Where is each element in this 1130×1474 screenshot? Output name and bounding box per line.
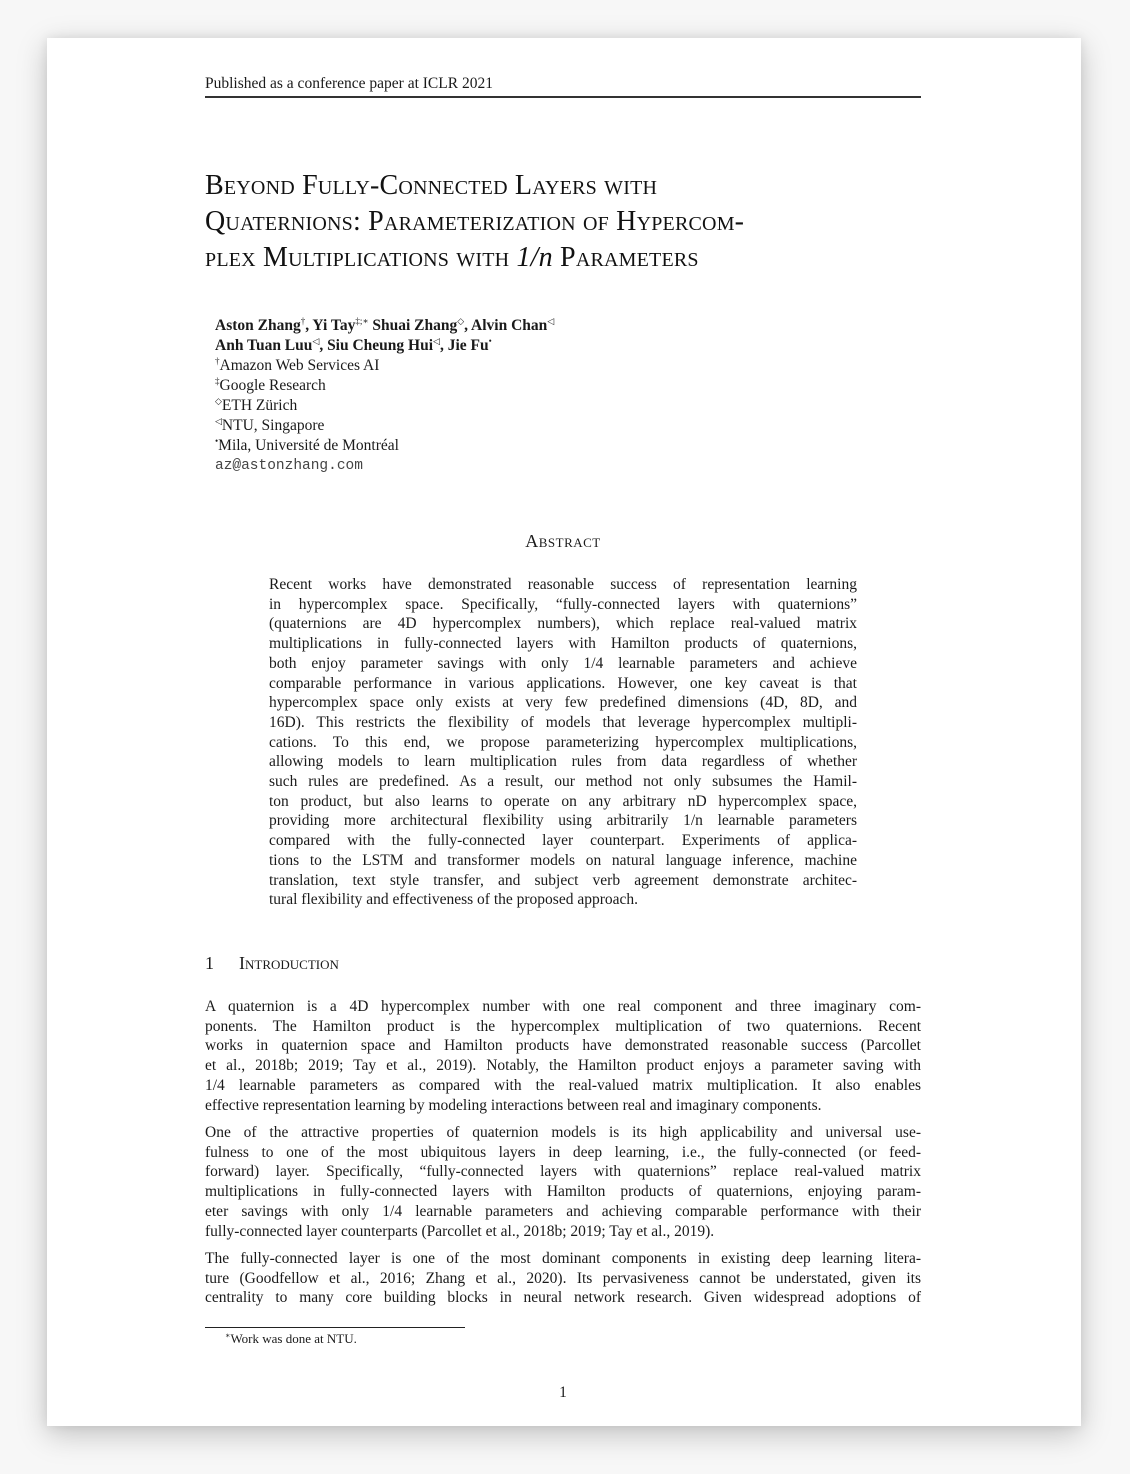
abstract-line: Recent works have demonstrated reasonable success of representation learning: [269, 576, 857, 593]
paragraph-line: fully-connected layer counterparts (Parcollet et al., 2018b; 2019; Tay et al., 2019).: [205, 1222, 715, 1240]
section-heading: [205, 953, 921, 974]
title-line-3: [205, 240, 945, 276]
paper-title: [205, 168, 945, 276]
section-number: 1: [205, 953, 214, 973]
paragraph-line: The fully-connected layer is one of the most dominant components in existing deep learning litera-: [205, 1250, 921, 1267]
footnote-divider: [205, 1327, 465, 1328]
abstract-line: comparable performance in various applications. However, one key caveat is that: [269, 674, 857, 692]
abstract-line: (quaternions are 4D hypercomplex numbers), which replace real-valued matrix: [269, 615, 857, 633]
affiliation-mark: ◁: [215, 416, 222, 426]
affiliation-name: Mila, Université de Montréal: [218, 437, 399, 454]
title-math: 1/n: [516, 242, 553, 273]
affiliation: [215, 376, 715, 396]
paragraph-line: ture (Goodfellow et al., 2016; Zhang et al., 2020). Its pervasiveness cannot be understated, given its: [205, 1269, 921, 1287]
author-names-line-1: [215, 316, 715, 336]
abstract-line: compared with the fully-connected layer counterpart. Experiments of applica-: [269, 832, 857, 850]
affiliation: [215, 356, 715, 376]
affiliation: [215, 396, 715, 416]
author-block: [215, 316, 715, 476]
paper-page: [47, 38, 1081, 1426]
footnote-mark: ∗: [225, 1331, 231, 1340]
paragraph-line: 1/4 learnable parameters as compared with the real-valued matrix multiplication. It also enables: [205, 1076, 921, 1094]
affiliation-name: Google Research: [219, 377, 326, 394]
abstract-line: providing more architectural flexibility using arbitrarily 1/n learnable parameters: [269, 812, 857, 830]
author-name: Siu Cheung Hui: [327, 337, 434, 354]
author-mark: ◁: [312, 336, 320, 346]
abstract-line: tions to the LSTM and transformer models on natural language inference, machine: [269, 851, 857, 869]
affiliation-mark: •: [215, 436, 219, 446]
paragraph-line: works in quaternion space and Hamilton products have demonstrated reasonable success (Parcollet: [205, 1037, 921, 1055]
contact-email[interactable]: az@astonzhang.com: [215, 458, 363, 474]
affiliation-name: ETH Zürich: [221, 397, 298, 414]
author-mark: †: [300, 316, 306, 326]
abstract-line: translation, text style transfer, and subject verb agreement demonstrate architec-: [269, 871, 857, 889]
intro-paragraph-1: [205, 997, 921, 1115]
paragraph-line: eter savings with only 1/4 learnable parameters and achieving comparable performance with their: [205, 1202, 921, 1220]
intro-paragraph-2: [205, 1123, 921, 1241]
paragraph-line: A quaternion is a 4D hypercomplex number with one real component and three imaginary com-: [205, 998, 921, 1015]
abstract-line: in hypercomplex space. Specifically, “fully-connected layers with quaternions”: [269, 595, 857, 613]
author-name: Alvin Chan: [471, 317, 548, 334]
footnote: [225, 1331, 357, 1347]
author-name: Anh Tuan Luu: [215, 337, 313, 354]
running-head: Published as a conference paper at ICLR 2021: [205, 74, 921, 98]
paragraph-line: ponents. The Hamilton product is the hypercomplex multiplication of two quaternions. Recent: [205, 1017, 921, 1035]
paragraph-line: centrality to many core building blocks in neural network research. Given widespread adoptions of: [205, 1289, 921, 1307]
author-mark: ‡;∗: [355, 316, 369, 326]
abstract-line: cations. To this end, we propose parameterizing hypercomplex multiplications,: [269, 733, 857, 751]
author-sep: ,: [464, 317, 472, 334]
abstract-line: ton product, but also learns to operate on any arbitrary nD hypercomplex space,: [269, 792, 857, 810]
author-mark: ◇: [457, 316, 465, 326]
paragraph-line: One of the attractive properties of quaternion models is its high applicability and universal use-: [205, 1124, 921, 1141]
author-mark: ◁: [433, 336, 440, 346]
title-line-3-suffix: Parameters: [552, 242, 699, 273]
affiliation-mark: †: [215, 356, 220, 366]
title-line-2: Quaternions: Parameterization of Hypercom-: [205, 206, 745, 237]
paragraph-line: et al., 2018b; 2019; Tay et al., 2019). Notably, the Hamilton product enjoys a parameter saving with: [205, 1057, 921, 1075]
paragraph-line: forward) layer. Specifically, “fully-connected layers with quaternions” replace real-valued matrix: [205, 1163, 921, 1181]
author-mark: •: [488, 336, 492, 346]
author-sep: ,: [305, 317, 313, 334]
footnote-text: Work was done at NTU.: [230, 1331, 357, 1346]
affiliation-mark: ‡: [215, 376, 220, 386]
author-name: Jie Fu: [447, 337, 489, 354]
title-line-1: Beyond Fully-Connected Layers with: [205, 170, 658, 201]
abstract-line: allowing models to learn multiplication rules from data regardless of whether: [269, 753, 857, 771]
author-sep: ,: [319, 337, 328, 354]
affiliation: [215, 416, 715, 436]
section-title: Introduction: [239, 953, 339, 973]
abstract-line: such rules are predefined. As a result, our method not only subsumes the Hamil-: [269, 773, 857, 791]
title-line-3-text: plex Multiplications with: [205, 242, 517, 273]
abstract-line: both enjoy parameter savings with only 1/4 learnable parameters and achieve: [269, 654, 857, 672]
paragraph-line: fulness to one of the most ubiquitous layers in deep learning, i.e., the fully-connected (or feed-: [205, 1143, 921, 1161]
author-sep: ,: [439, 337, 448, 354]
abstract-body: [269, 575, 857, 910]
page-number: 1: [559, 1384, 567, 1401]
affiliation-mark: ◇: [215, 396, 222, 406]
intro-paragraph-3: [205, 1249, 921, 1308]
author-mark: ◁: [547, 316, 555, 326]
paragraph-line: effective representation learning by modeling interactions between real and imaginary components.: [205, 1096, 822, 1114]
author-name: Yi Tay: [312, 317, 356, 334]
affiliation-name: Amazon Web Services AI: [219, 357, 380, 374]
paragraph-line: multiplications in fully-connected layers with Hamilton products of quaternions, enjoying param-: [205, 1183, 921, 1201]
affiliation: [215, 436, 715, 456]
abstract-line: 16D). This restricts the flexibility of models that leverage hypercomplex multipli-: [269, 713, 857, 731]
author-names-line-2: [215, 336, 715, 356]
author-name: Aston Zhang: [215, 317, 301, 334]
affiliation-name: NTU, Singapore: [221, 417, 325, 434]
abstract-line: tural flexibility and effectiveness of the proposed approach.: [269, 891, 639, 909]
abstract-heading: Abstract: [525, 531, 601, 551]
abstract-line: hypercomplex space only exists at very few predefined dimensions (4D, 8D, and: [269, 694, 857, 712]
author-name: Shuai Zhang: [372, 317, 458, 334]
abstract-line: multiplications in fully-connected layers with Hamilton products of quaternions,: [269, 635, 857, 653]
